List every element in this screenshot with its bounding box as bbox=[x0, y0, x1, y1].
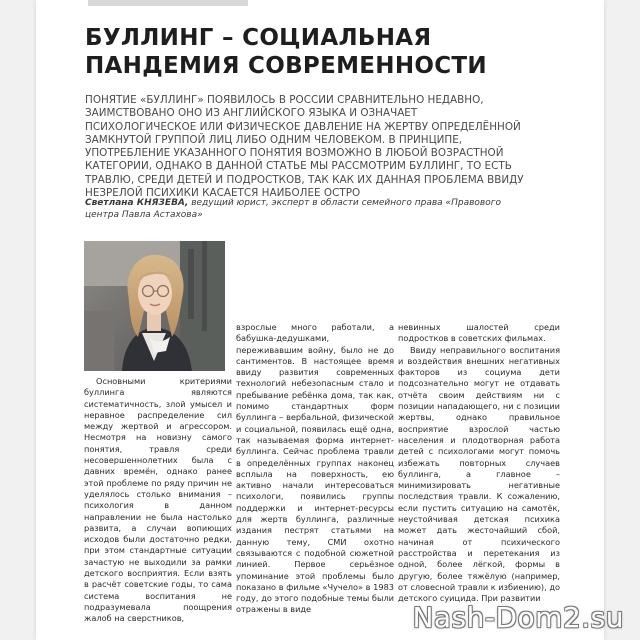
author-photo bbox=[84, 241, 225, 371]
article-title bbox=[85, 24, 565, 80]
column1-paragraph: Основными критериями буллинга являются систематичность, злой умысел и неравное распределение сил между жертвой и агрессором. Несмотря на новизну самого понятия, травля среди несовершеннолетних была с давних времён, однако ранее этой проблеме по ряду причин не уделялось столько внимания – психология в данном направлении не была настолько развита, а случаи вопиющих исходов были достаточно редки, при этом стандартные ситуации зачастую не выходили за рамки детского восприятия. Если взять в расчёт советские годы, то сама система воспитания не подразумевала поощрения жалоб на сверстников, bbox=[84, 376, 232, 624]
article-title-line2: ПАНДЕМИЯ СОВРЕМЕННОСТИ bbox=[85, 53, 487, 79]
author-byline bbox=[85, 197, 525, 221]
site-watermark: Nash-Dom2.su bbox=[412, 601, 624, 634]
author-name: Светлана КНЯЗЕВА, bbox=[85, 198, 189, 208]
article-lead: ПОНЯТИЕ «БУЛЛИНГ» ПОЯВИЛОСЬ В РОССИИ СРАВНИТЕЛЬНО НЕДАВНО, ЗАИМСТВОВАНО ОНО ИЗ АНГЛИЙСКОГО ЯЗЫКА И ОЗНАЧАЕТ ПСИХОЛОГИЧЕСКОЕ ИЛИ ФИЗИЧЕСКОЕ ДАВЛЕНИЕ НА ЖЕРТВУ ОПРЕДЕЛЁННОЙ ЗАМКНУТОЙ ГРУППОЙ ЛИЦ ЛИБО ОДНИМ ЧЕЛОВЕКОМ. В ПРИНЦИПЕ, УПОТРЕБЛЕНИЕ УКАЗАННОГО ПОНЯТИЯ ВОЗМОЖНО В ЛЮБОЙ ВОЗРАСТНОЙ КАТЕГОРИИ, ОДНАКО В ДАННОЙ СТАТЬЕ МЫ РАССМОТРИМ БУЛЛИНГ, ТО ЕСТЬ ТРАВЛЮ, СРЕДИ ДЕТЕЙ И ПОДРОСТКОВ, ТАК КАК ИХ ДАННАЯ ПРОБЛЕМА ВВИДУ НЕЗРЕЛОЙ ПСИХИКИ КАСАЕТСЯ НАИБОЛЕЕ ОСТРО bbox=[85, 94, 524, 200]
portrait-photo-icon bbox=[84, 241, 225, 371]
column3-paragraph-2: Ввиду неправильного воспитания и воздействия внешних негативных факторов из социума дети подсознательно могут не отдавать отчёта своим действиям ни с позиции нападающего, ни с позиции жертвы, однако правильное восприятие взрослой частью населения и плодотворная работа детей с психологами могут помочь избежать повторных случаев буллинга, а главное – минимизировать негативные последствия травли. К сожалению, если пустить ситуацию на самотёк, неустойчивая детская психика может дать жесточайший сбой, начиная от психического расстройства и перетекания из одной, более лёгкой, формы в другую, более тяжёлую (например, от словесной травли к избиению), до детского суицида. При развитии bbox=[398, 344, 561, 604]
article-column-1 bbox=[84, 376, 232, 624]
author-role: ведущий юрист, эксперт в области семейного права «Правового центра Павла Астахова» bbox=[85, 198, 501, 220]
column2-paragraph: взрослые много работали, а бабушка-дедушками, переживавшим войну, было не до сантиментов. В настоящее время ввиду развития современных технологий небезопасным стало и пребывание ребёнка дома, так как, помимо стандартных форм буллинга – вербальной, физической и социальной, появилась ещё одна, так называемая форма интернет-буллинга. Сейчас проблема травли в определённых группах наконец всплыла на поверхность, ею активно начали интересоваться психологи, появились группы поддержки и интернет-ресурсы для жертв буллинга, различные издания пестрят статьями на данную тему, СМИ охотно связываются с подобной сюжетной линией. Первое серьёзное упоминание этой проблемы было показано в фильме «Чучело» в 1983 году, до этого подобные темы были отражены в виде bbox=[236, 322, 394, 615]
top-image-strip bbox=[88, 0, 248, 6]
article-column-2 bbox=[236, 322, 394, 615]
article-title-line1: БУЛЛИНГ – СОЦИАЛЬНАЯ bbox=[85, 25, 432, 51]
column3-paragraph-1: невинных шалостей среди подростков в советских фильмах. bbox=[398, 322, 560, 344]
article-column-3 bbox=[398, 322, 561, 604]
